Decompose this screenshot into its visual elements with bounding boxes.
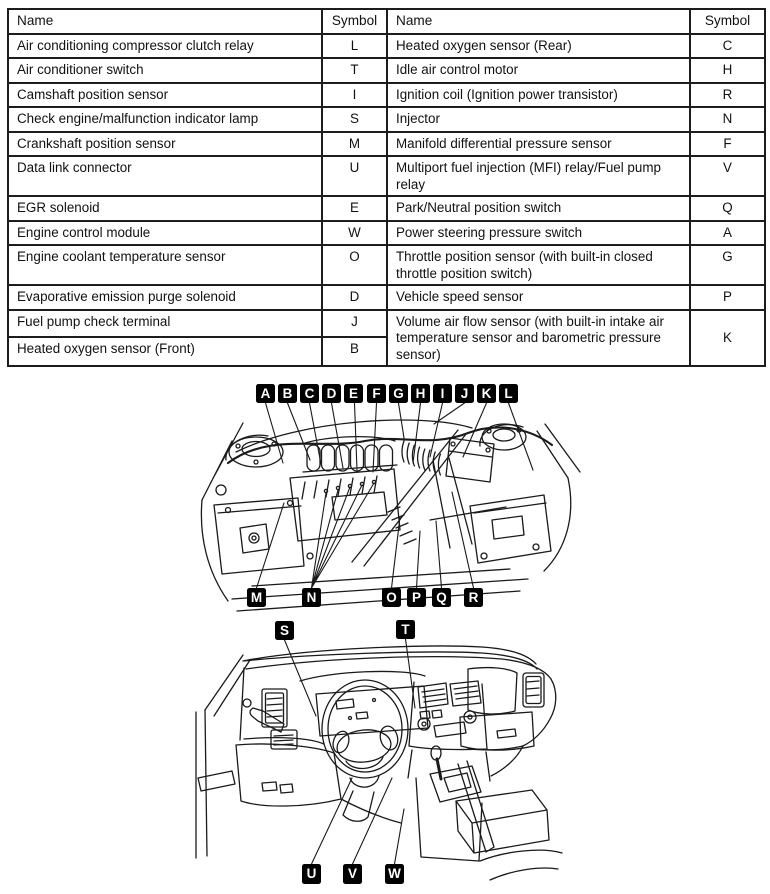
symbol-cell: W xyxy=(322,221,387,246)
component-name-cell: Idle air control motor xyxy=(387,58,690,83)
symbol-cell: N xyxy=(690,107,765,132)
door-edge xyxy=(196,710,235,858)
component-name-cell: Injector xyxy=(387,107,690,132)
component-name-cell: Check engine/malfunction indicator lamp xyxy=(8,107,322,132)
symbol-cell: Q xyxy=(690,196,765,221)
symbol-cell: M xyxy=(322,132,387,157)
armrest xyxy=(456,790,562,880)
column-header-symbol-right: Symbol xyxy=(690,9,765,34)
washer-reservoir xyxy=(214,485,304,574)
left-vent xyxy=(243,689,297,749)
callout-q: Q xyxy=(432,588,451,607)
callout-s: S xyxy=(275,621,294,640)
callout-b: B xyxy=(278,384,297,403)
callout-r: R xyxy=(464,588,483,607)
right-vent xyxy=(523,673,544,707)
callout-k: K xyxy=(477,384,496,403)
symbol-cell: O xyxy=(322,245,387,285)
component-name-cell: Engine coolant temperature sensor xyxy=(8,245,322,285)
callout-m: M xyxy=(247,588,266,607)
component-name-cell: Heated oxygen sensor (Rear) xyxy=(387,34,690,59)
symbol-cell: R xyxy=(690,83,765,108)
symbol-cell: T xyxy=(322,58,387,83)
column-header-symbol-left: Symbol xyxy=(322,9,387,34)
callout-v: V xyxy=(343,864,362,884)
dash-lower-edge xyxy=(240,668,523,750)
symbol-cell: V xyxy=(690,156,765,196)
cowl-line xyxy=(228,427,552,463)
callout-w: W xyxy=(385,864,404,884)
battery-tray xyxy=(470,495,551,563)
dashboard-figure xyxy=(196,646,562,880)
symbol-cell: S xyxy=(322,107,387,132)
column-header-name-right: Name xyxy=(387,9,690,34)
callout-a: A xyxy=(256,384,275,403)
symbol-cell: E xyxy=(322,196,387,221)
center-console xyxy=(341,746,494,861)
component-name-cell: Heated oxygen sensor (Front) xyxy=(8,337,322,366)
symbol-cell: I xyxy=(322,83,387,108)
symbol-cell: B xyxy=(322,337,387,366)
callout-o: O xyxy=(382,588,401,607)
instrument-cluster xyxy=(300,671,428,736)
symbol-cell: K xyxy=(690,310,765,367)
callout-e: E xyxy=(344,384,363,403)
symbol-cell: A xyxy=(690,221,765,246)
component-name-cell: Throttle position sensor (with built-in closed throttle position switch) xyxy=(387,245,690,285)
component-name-cell: Engine control module xyxy=(8,221,322,246)
symbol-cell: P xyxy=(690,285,765,310)
component-name-cell: Fuel pump check terminal xyxy=(8,310,322,337)
component-name-cell: Crankshaft position sensor xyxy=(8,132,322,157)
hood-outline xyxy=(202,420,580,500)
callout-f: F xyxy=(367,384,386,403)
symbol-cell: G xyxy=(690,245,765,285)
component-name-cell: Air conditioning compressor clutch relay xyxy=(8,34,322,59)
component-name-cell: Manifold differential pressure sensor xyxy=(387,132,690,157)
symbol-cell: F xyxy=(690,132,765,157)
callout-l: L xyxy=(499,384,518,403)
component-name-cell: Volume air flow sensor (with built-in intake air temperature sensor and barometric pressure sensor) xyxy=(387,310,690,367)
valve-cover xyxy=(290,469,400,541)
callout-p: P xyxy=(407,588,426,607)
knee-bolster xyxy=(236,744,341,806)
component-name-cell: Power steering pressure switch xyxy=(387,221,690,246)
callout-i: I xyxy=(433,384,452,403)
component-name-cell: Park/Neutral position switch xyxy=(387,196,690,221)
callout-c: C xyxy=(300,384,319,403)
callout-u: U xyxy=(302,864,321,884)
dash-brow xyxy=(246,657,551,679)
center-stack xyxy=(408,681,490,781)
component-name-cell: EGR solenoid xyxy=(8,196,322,221)
callout-n: N xyxy=(302,588,321,607)
symbol-cell: L xyxy=(322,34,387,59)
steering-wheel xyxy=(322,680,408,778)
component-name-cell: Data link connector xyxy=(8,156,322,196)
column-header-name-left: Name xyxy=(8,9,322,34)
symbol-cell: J xyxy=(322,310,387,337)
component-name-cell: Camshaft position sensor xyxy=(8,83,322,108)
component-name-cell: Multiport fuel injection (MFI) relay/Fuel pump relay xyxy=(387,156,690,196)
symbol-cell: C xyxy=(690,34,765,59)
symbol-cell: U xyxy=(322,156,387,196)
symbol-cell: H xyxy=(690,58,765,83)
component-name-cell: Ignition coil (Ignition power transistor) xyxy=(387,83,690,108)
body-sides xyxy=(201,478,570,601)
front-edge xyxy=(232,569,528,611)
symbol-cell: D xyxy=(322,285,387,310)
injector-leader-fan xyxy=(312,483,375,588)
component-name-cell: Air conditioner switch xyxy=(8,58,322,83)
component-name-cell: Evaporative emission purge solenoid xyxy=(8,285,322,310)
callout-d: D xyxy=(322,384,341,403)
callout-h: H xyxy=(411,384,430,403)
component-name-cell: Vehicle speed sensor xyxy=(387,285,690,310)
callout-j: J xyxy=(455,384,474,403)
callout-g: G xyxy=(389,384,408,403)
callout-t: T xyxy=(396,620,415,639)
